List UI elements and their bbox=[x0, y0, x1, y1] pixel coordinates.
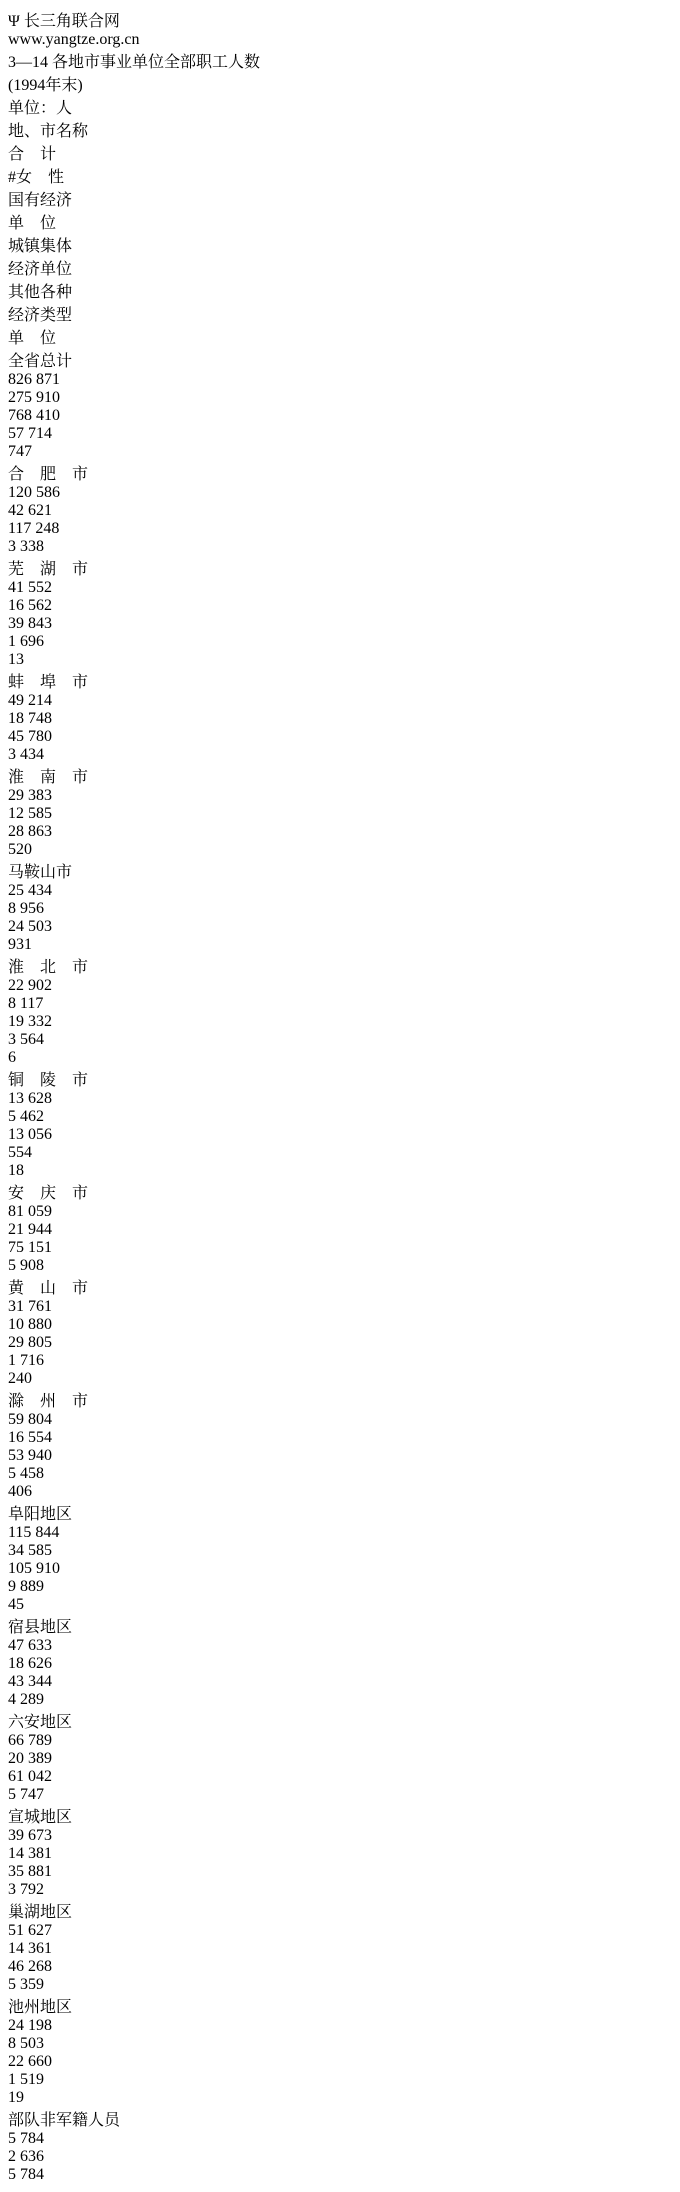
header-urban-top: 城镇集体 bbox=[8, 238, 73, 255]
table-title-text: 各地市事业单位全部职工人数 bbox=[52, 54, 261, 71]
table-body bbox=[8, 348, 672, 2184]
state-cell: 46 268 bbox=[8, 1958, 52, 1975]
state-cell: 105 910 bbox=[8, 1560, 60, 1577]
female-cell: 20 389 bbox=[8, 1750, 52, 1767]
header-other-line3: 单 位 bbox=[8, 330, 57, 347]
urban-cell: 1 716 bbox=[8, 1352, 44, 1369]
urban-cell: 5 908 bbox=[8, 1257, 44, 1274]
state-cell: 61 042 bbox=[8, 1768, 52, 1785]
state-cell: 19 332 bbox=[8, 1013, 52, 1030]
region-name: 六安地区 bbox=[8, 1714, 73, 1731]
total-cell: 25 434 bbox=[8, 882, 52, 899]
state-cell: 45 780 bbox=[8, 728, 52, 745]
region-name: 宣城地区 bbox=[8, 1809, 73, 1826]
table-title bbox=[8, 49, 672, 72]
state-cell: 75 151 bbox=[8, 1239, 52, 1256]
total-cell: 31 761 bbox=[8, 1298, 52, 1315]
female-cell: 10 880 bbox=[8, 1316, 52, 1333]
region-name: 部队非军籍人员 bbox=[8, 2112, 121, 2129]
table-row bbox=[8, 1994, 672, 2107]
total-cell: 47 633 bbox=[8, 1637, 52, 1654]
other-cell: 6 bbox=[8, 1049, 16, 1066]
state-cell: 35 881 bbox=[8, 1863, 52, 1880]
header-urban-bottom: 经济单位 bbox=[8, 261, 73, 278]
table-row bbox=[8, 1388, 672, 1501]
total-cell: 5 784 bbox=[8, 2130, 44, 2147]
female-cell: 275 910 bbox=[8, 389, 60, 406]
other-cell: 240 bbox=[8, 1370, 32, 1387]
site-logo[interactable] bbox=[8, 8, 672, 31]
state-cell: 39 843 bbox=[8, 615, 52, 632]
table-number: 3—14 bbox=[8, 54, 48, 71]
region-name: 铜 陵 市 bbox=[8, 1072, 89, 1089]
table-row bbox=[8, 669, 672, 764]
state-cell: 29 805 bbox=[8, 1334, 52, 1351]
female-cell: 14 361 bbox=[8, 1940, 52, 1957]
female-cell: 21 944 bbox=[8, 1221, 52, 1238]
total-cell: 24 198 bbox=[8, 2017, 52, 2034]
header-other-line1: 其他各种 bbox=[8, 284, 73, 301]
female-cell: 14 381 bbox=[8, 1845, 52, 1862]
logo-icon: Ψ bbox=[8, 13, 20, 30]
region-name: 蚌 埠 市 bbox=[8, 674, 89, 691]
urban-cell: 4 289 bbox=[8, 1691, 44, 1708]
table-row bbox=[8, 1067, 672, 1180]
other-cell: 45 bbox=[8, 1596, 24, 1613]
urban-cell: 9 889 bbox=[8, 1578, 44, 1595]
region-name: 安 庆 市 bbox=[8, 1185, 89, 1202]
header-total: 合 计 bbox=[8, 146, 57, 163]
urban-cell: 3 792 bbox=[8, 1881, 44, 1898]
total-cell: 59 804 bbox=[8, 1411, 52, 1428]
urban-cell: 5 359 bbox=[8, 1976, 44, 1993]
other-cell: 19 bbox=[8, 2089, 24, 2106]
urban-cell: 5 747 bbox=[8, 1786, 44, 1803]
urban-cell: 554 bbox=[8, 1144, 32, 1161]
total-cell: 66 789 bbox=[8, 1732, 52, 1749]
table-row bbox=[8, 1180, 672, 1275]
region-name: 阜阳地区 bbox=[8, 1506, 73, 1523]
header-state-top: 国有经济 bbox=[8, 192, 73, 209]
other-cell: 747 bbox=[8, 443, 32, 460]
region-name: 马鞍山市 bbox=[8, 864, 73, 881]
header-other-line2: 经济类型 bbox=[8, 307, 73, 324]
state-cell: 53 940 bbox=[8, 1447, 52, 1464]
female-cell: 8 117 bbox=[8, 995, 44, 1012]
other-cell: 406 bbox=[8, 1483, 32, 1500]
total-cell: 41 552 bbox=[8, 579, 52, 596]
total-cell: 115 844 bbox=[8, 1524, 60, 1541]
state-cell: 24 503 bbox=[8, 918, 52, 935]
logo-text: 长三角联合网 bbox=[23, 13, 120, 30]
region-name: 合 肥 市 bbox=[8, 466, 89, 483]
female-cell: 2 636 bbox=[8, 2148, 44, 2165]
total-cell: 826 871 bbox=[8, 371, 60, 388]
total-cell: 39 673 bbox=[8, 1827, 52, 1844]
table-row bbox=[8, 1614, 672, 1709]
state-cell: 117 248 bbox=[8, 520, 60, 537]
state-cell: 5 784 bbox=[8, 2166, 44, 2183]
state-cell: 22 660 bbox=[8, 2053, 52, 2070]
unit-label: 单位：人 bbox=[8, 100, 73, 117]
table-row bbox=[8, 556, 672, 669]
urban-cell: 931 bbox=[8, 936, 32, 953]
total-cell: 49 214 bbox=[8, 692, 52, 709]
region-name: 淮 北 市 bbox=[8, 959, 89, 976]
region-name: 滁 州 市 bbox=[8, 1393, 89, 1410]
urban-cell: 1 519 bbox=[8, 2071, 44, 2088]
table-row bbox=[8, 764, 672, 859]
total-cell: 120 586 bbox=[8, 484, 60, 501]
region-name: 芜 湖 市 bbox=[8, 561, 89, 578]
urban-cell: 57 714 bbox=[8, 425, 52, 442]
state-cell: 13 056 bbox=[8, 1126, 52, 1143]
table-subtitle: (1994年末) bbox=[8, 77, 83, 94]
female-cell: 8 503 bbox=[8, 2035, 44, 2052]
urban-cell: 3 338 bbox=[8, 538, 44, 555]
header-region: 地、市名称 bbox=[8, 123, 89, 140]
female-cell: 12 585 bbox=[8, 805, 52, 822]
total-cell: 81 059 bbox=[8, 1203, 52, 1220]
region-name: 黄 山 市 bbox=[8, 1280, 89, 1297]
table-row bbox=[8, 1899, 672, 1994]
header-state-bottom: 单 位 bbox=[8, 215, 57, 232]
region-name: 宿县地区 bbox=[8, 1619, 73, 1636]
other-cell: 13 bbox=[8, 651, 24, 668]
region-name: 淮 南 市 bbox=[8, 769, 89, 786]
header-female: #女 性 bbox=[8, 169, 65, 186]
state-cell: 768 410 bbox=[8, 407, 60, 424]
female-cell: 16 554 bbox=[8, 1429, 52, 1446]
other-cell: 18 bbox=[8, 1162, 24, 1179]
table-row bbox=[8, 1709, 672, 1804]
female-cell: 18 748 bbox=[8, 710, 52, 727]
total-cell: 13 628 bbox=[8, 1090, 52, 1107]
female-cell: 34 585 bbox=[8, 1542, 52, 1559]
table-row bbox=[8, 461, 672, 556]
total-cell: 51 627 bbox=[8, 1922, 52, 1939]
urban-cell: 1 696 bbox=[8, 633, 44, 650]
table-row bbox=[8, 859, 672, 954]
urban-cell: 3 564 bbox=[8, 1031, 44, 1048]
table-row bbox=[8, 1804, 672, 1899]
table-row-total bbox=[8, 348, 672, 461]
urban-cell: 520 bbox=[8, 841, 32, 858]
table-row bbox=[8, 954, 672, 1067]
urban-cell: 5 458 bbox=[8, 1465, 44, 1482]
female-cell: 5 462 bbox=[8, 1108, 44, 1125]
female-cell: 8 956 bbox=[8, 900, 44, 917]
region-name: 巢湖地区 bbox=[8, 1904, 73, 1921]
region-name: 池州地区 bbox=[8, 1999, 73, 2016]
state-cell: 28 863 bbox=[8, 823, 52, 840]
total-cell: 29 383 bbox=[8, 787, 52, 804]
watermark: www.yangtze.org.cn bbox=[8, 31, 140, 48]
table-row bbox=[8, 2107, 672, 2184]
female-cell: 18 626 bbox=[8, 1655, 52, 1672]
state-cell: 43 344 bbox=[8, 1673, 52, 1690]
female-cell: 42 621 bbox=[8, 502, 52, 519]
urban-cell: 3 434 bbox=[8, 746, 44, 763]
female-cell: 16 562 bbox=[8, 597, 52, 614]
region-name: 全省总计 bbox=[8, 353, 73, 370]
table-row bbox=[8, 1501, 672, 1614]
table-row bbox=[8, 1275, 672, 1388]
total-cell: 22 902 bbox=[8, 977, 52, 994]
page bbox=[8, 8, 672, 2184]
